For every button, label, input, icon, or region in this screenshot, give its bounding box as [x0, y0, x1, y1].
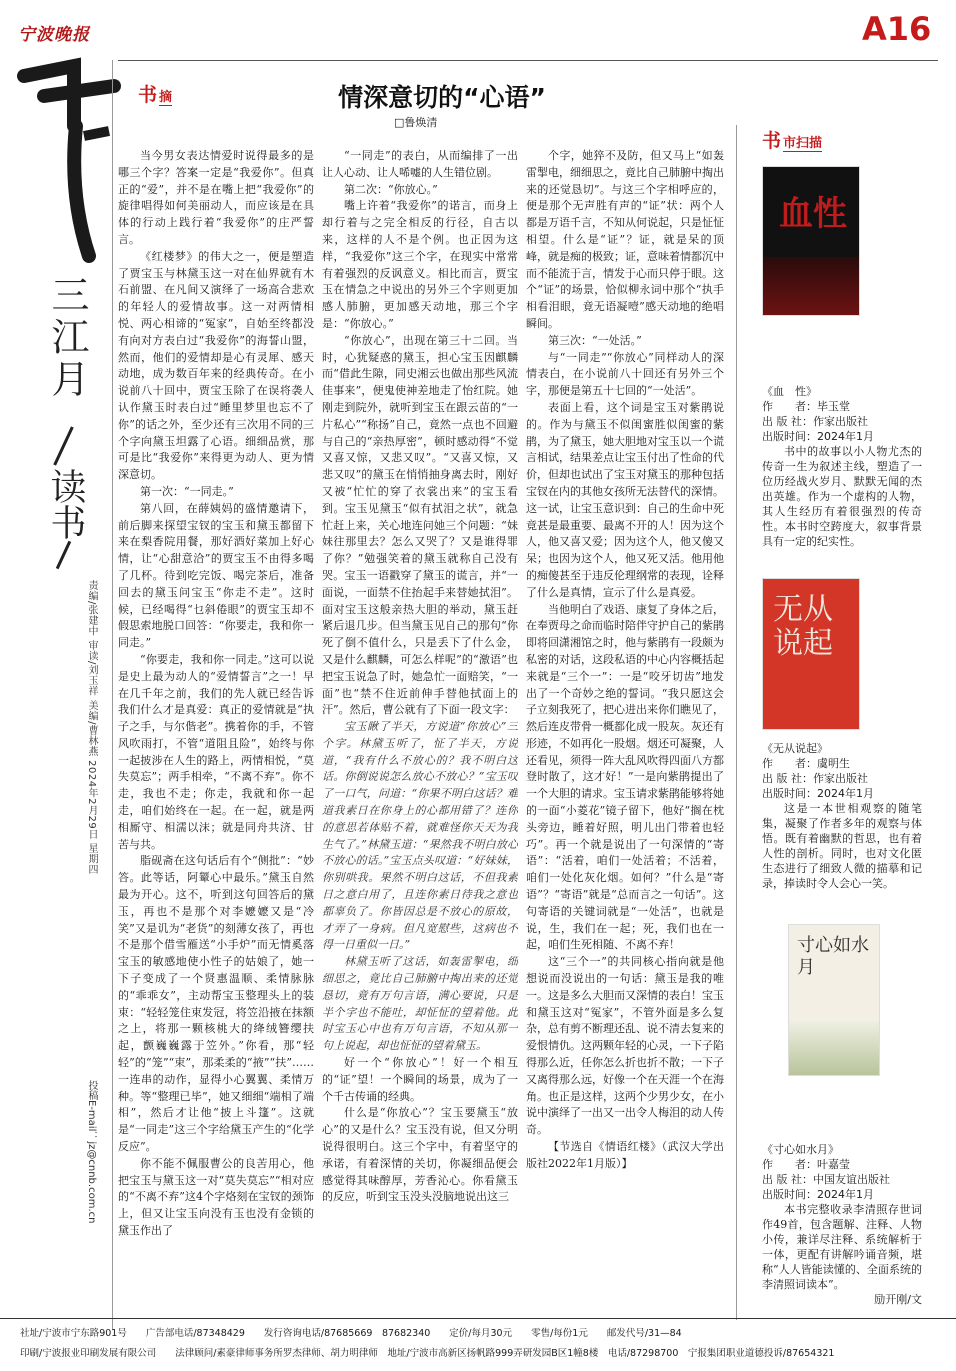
book-publisher: 出 版 社：中国友谊出版社: [762, 1173, 890, 1186]
article-paragraph: 什么是“你放心”？宝玉要黛玉“放心”的又是什么？宝玉没有说，但又分明说得很明白。这三个字中，有着坚守的承诺，有着深情的关切，你凝细品便会感觉得其味醇厚，芳香沁心。你看黛玉的反应，听到宝玉没头没脑地说出这三: [322, 1106, 518, 1204]
book-cover-title: 寸心如水月: [797, 935, 869, 978]
slash-divider: [56, 541, 71, 569]
book-cover-3: [788, 924, 880, 1076]
article-paragraph: 嘴上许着“我爱你”的诺言，而身上却行着与之完全相反的行径，自古以来，这样的人不是个例。也正因为这样，“我爱你”这三个字，在现实中常常有着强烈的反讽意义。相比而言，贾宝玉在情急之中说出的另外三个字则更加感人肺腑，更加感天动地，那三个字是：“你放心。”: [322, 199, 518, 330]
article-paragraph: 第八回，在薛姨妈的盛情邀请下，前后脚来探望宝钗的宝玉和黛玉都留下来在梨香院用餐，那好酒好菜加上好心情，让“心甜意洽”的贾宝玉不由得多喝了几杯。待到吃完饭、喝完茶后，准备回去的黛玉问宝玉“你走不走”。这时候，已经喝得“乜斜倦眼”的贾宝玉却不假思索地脱口回答：“你要走，我和你一同走。”: [118, 501, 314, 650]
article-paragraph: “一同走”的表白，从而编排了一出让人心动、让人唏嘘的人生错位剧。: [322, 149, 518, 179]
article-paragraph: 这“三个一”的共同核心指向就是他想说而没说出的一句话：黛玉是我的唯一。这是多么大胆而又深情的表白！宝玉和黛玉这对“冤家”，不管外面是多么复杂，总有剪不断理还乱、说不清去复来的爱恨情仇。这两颗年轻的心灵，一下子陷得那么近，任你怎么折也折不散；一下子又离得那么远，好像一个在天涯一个在海角。也正是这样，这两个少男少女，在小说中演绎了一出又一出令人梅泪的动人传奇。: [526, 955, 724, 1137]
article-paragraph: 好一个“你放心”！好一个相互的“证”望！一个瞬间的场景，成为了一个千古传诵的经典。: [322, 1056, 518, 1103]
book-description: 本书完整收录李清照存世词作49首，包含题解、注释、人物小传，兼详尽注释、系统解析于一体，更配有讲解吟诵音频，堪称“人人皆能读懂的、全面系统的李清照词读本”。: [762, 1203, 922, 1291]
article-paragraph: 宝玉瞅了半天，方说道“你放心”三个字。林黛玉听了，怔了半天，方说道，“我有什么不放心的？我不明白这话。你倒说说怎么放心不放心？”宝玉叹了一口气，问道：“你果不明白这话？难道我素日在你身上的心都用错了？连你的意思若体贴不着，就难怪你天天为我生气了。”林黛玉道：“果然我不明白放心不放心的话。”宝玉点头叹道：“好妹妹，你别哄我。果然不明白这话，不但我素日之意白用了，且连你素日待我之意也都辜负了。你皆因总是不放心的原故，才弄了一身病。但凡宽慰些，这病也不得一日重似一日。”: [322, 720, 518, 952]
article-paragraph: “你放心”，出现在第三十二回。当时，心犹疑惑的黛玉，担心宝玉因麒麟而“借此生隙，同史湘云也做出那些风流佳事来”，便鬼使神差地走了怡红院。她刚走到院外，就听到宝玉在跟云苗的“一片私心”“称扬”自己，竟然一点也不回避与自己的“亲热厚密”，顿时感动得“不觉又喜又惊，又悲又叹”。“又喜又惊，又悲又叹”的黛玉在悄悄抽身离去时，刚好又被“忙忙的穿了衣裳出来”的宝玉看到。宝玉见黛玉“似有拭泪之状”，就急忙赶上来，关心地连问她三个问题：“妹妹往那里去？怎么又哭了？又是谁得罪了你？”勉强笑着的黛玉就称自己没有哭。宝玉一语戳穿了黛玉的谎言，并“一面说，一面禁不住抬起手来替她拭泪”。面对宝玉这般亲热大胆的举动，黛玉赶紧后退几步。但当黛玉见自己的那句“你死了倒不值什么，只是丢下了什么金，又是什么麒麟，可怎么样呢”的“激语”也把宝玉说急了时，她急忙一面赔笑，“一面”也“禁不住近前伸手替他拭面上的汗”。然后，曹公就有了下面一段文字：: [322, 333, 518, 717]
article-paragraph: 第一次：“一同走。”: [140, 484, 234, 498]
column-divider: [112, 60, 113, 1330]
book-title: 《血 性》: [762, 385, 817, 398]
page-number: A16: [862, 10, 932, 48]
article-paragraph: 个字，她猝不及防，但又马上“如轰雷掣电，细细思之，竟比自己肺腑中掏出来的还觉恳切”。与这三个字相呼应的，便是那个无声胜有声的“证”状：两个人都是万语千言，不知从何说起，只是怔怔相望。什么是“证”？证，就是呆的顶峰，就是痴的极致；证，意味着情都沉中而不能流于言，情发于心而只停于眼。这个“证”的场景，恰似柳永词中那个“执手相看泪眼，竟无语凝噎”感天动地的绝唱瞬间。: [526, 149, 724, 330]
article-paragraph: 第三次：“一处活。”: [548, 333, 642, 347]
top-rule: [118, 60, 938, 61]
footer-line-1: 社址/宁波市宁东路901号 广告部电话/87348429 发行咨询电话/87685669 87682340 定价/每月30元 零售/每份1元 邮发代号/31—84: [20, 1328, 682, 1339]
book-description: 书中的故事以小人物尤杰的传奇一生为叙述主线，塑造了一位历经战火岁月、默默无闻的杰出英雄。作为一个虚构的人物，其人生经历有着很强烈的传奇性。本书时空跨度大，叙事背景具有一定的纪实性。: [762, 445, 922, 548]
article-column-2: [322, 148, 518, 1308]
slash-divider: [53, 426, 73, 465]
article-paragraph: 与“一同走”“你放心”同样动人的深情表白，在小说前八十回还有另外三个字，那便是第五十七回的“一处活”。: [526, 350, 724, 398]
tag-small: 摘: [159, 90, 173, 105]
article-paragraph: 脂砚斋在这句话后有个“侧批”：“妙答。此等话，阿颦心中最乐。”黛玉自然最为开心。这不，听到这句回答后的黛玉，再也不是那个对李嬷嬷又是“冷笑”又是讥为“老货”的刻薄女孩了，再也不是那个借雪雁送“小手炉”而无情奚落宝玉的敏感地使小性子的姑娘了，她一下子变成了一个贤惠温顺、柔情脉脉的“乖乖女”，主动帮宝玉整理头上的装束：“轻轻笼住束发冠，将笠沿掖在抹额之上，将那一颗核桃大的绛绒簪缨扶起，颤巍巍露于笠外。”你看，那“轻轻”的“笼”“束”，那柔柔的“掖”“扶”……一连串的动作，显得小心翼翼、柔情万种。等“整理已毕”，她又细细“端相了端相”，然后才让他“披上斗篷”。这就是“一同走”这三个字给黛玉产生的“化学反应”。: [118, 854, 314, 1154]
article-title: 情深意切的“心语”: [338, 83, 546, 112]
article-paragraph: “你要走，我和你一同走。”这可以说是史上最为动人的“爱情誓言”之一！早在几千年之前，我们的先人就已经告诉我们什么才是真爱：真正的爱情就是“执子之手，与尔偕老”。携着你的手，不管风吹雨打，不管“道阻且险”，始终与你一起披涉在人生的路上，两情相悦，“莫失莫忘”；两手相牵，“不离不弃”。你不走，我也不走；你走，我就和你一起走，咱们始终在一起。在一起，就是两相厮守、相濡以沫；就是同舟共济、甘苦与共。: [118, 652, 314, 851]
book-info-2: [762, 741, 922, 891]
book-cover-2: [762, 578, 860, 730]
submission-email: 投稿E-mail：jz@cnnb.com.cn: [86, 1080, 97, 1224]
book-description: 这是一本世相观察的随笔集，凝聚了作者多年的观察与体悟。既有着幽默的哲思，也有着人性的剖析。同时，也对文化匿生态进行了细致人微的描摹和记录，捧读时令人会心一笑。: [762, 802, 922, 890]
section-tag: [138, 80, 172, 107]
article-paragraph: 【节选自《情语红楼》（武汉大学出版社2022年1月版）】: [526, 1140, 724, 1170]
book-cover-title: 无从说起: [773, 592, 833, 661]
article-paragraph: 表面上看，这个词是宝玉对紫鹃说的。作为与黛玉不似闺蜜胜似闺蜜的紫鹃，为了黛玉，她大胆地对宝玉以一个谎言相试，结果差点让宝玉付出了性命的代价，但却也试出了宝玉对黛玉的那种包括宝钗在内的其他女孩所无法替代的深情。这一试，让宝玉意识到：自己的生命中死竟甚是最重要、最离不开的人！因为这个人，他又喜又爱；因为这个人，他又傻又呆；也因为这个人，他又死又活。他用他的痴傻甚至于违反伦理纲常的表现，诠释了什么是真情，宣示了什么是真爱。: [526, 400, 724, 599]
tag-small: 市扫描: [783, 136, 823, 151]
book-cover-title: 血性: [779, 194, 847, 234]
article-column-3: [526, 148, 724, 1308]
masthead-logo: 宁波晚报: [18, 25, 90, 45]
article-paragraph: 当今男女表达情爱时说得最多的是哪三个字？答案一定是“我爱你”。但真正的“爱”，并不是在嘴上把“我爱你”的旋律唱得如何美丽动人，而应该是在具体的行动上践行着“我爱你”的庄严誓言。: [118, 149, 314, 246]
page-footer: [0, 1318, 956, 1371]
section-title-vertical: 三江月: [45, 275, 89, 401]
book-info-1: [762, 384, 922, 549]
section-calligraphy-icon: [14, 56, 124, 266]
book-date: 出版时间：2024年1月: [762, 1188, 874, 1201]
sidebar-tag: [762, 126, 822, 153]
book-publisher: 出 版 社：作家出版社: [762, 415, 868, 428]
article-paragraph: 《红楼梦》的伟大之一，便是塑造了贾宝玉与林黛玉这一对在仙界就有木石前盟、在凡间又演绎了一场高合悲欢的年轻人的爱情故事。这一对两情相悦、两心相谛的“冤家”，自始至终都没有向对方表白过“我爱你”的海誓山盟，然而，他们的爱情却是心有灵犀、感天动地，成为数百年来的经典传奇。在小说前八十回中，贾宝玉除了在误将袭人认作黛玉时表白过“睡里梦里也忘不了你”的话之外，至少还有三次用不同的三个字向黛玉坦露了心语。细细品赏，那可是比“我爱你”来得更为动人、更为情深意切。: [118, 249, 314, 482]
sidebar-divider: [736, 125, 737, 1320]
article-author: □鲁焕清: [394, 116, 438, 129]
article-paragraph: 林黛玉听了这话，如轰雷掣电，细细思之，竟比自己肺腑中掏出来的还觉恳切，竟有万句言语，满心要说，只是半个字也不能吐，却怔怔的望着他。此时宝玉心中也有万句言语，不知从那一句上说起，却也怔怔的望着黛玉。: [322, 955, 518, 1053]
book-date: 出版时间：2024年1月: [762, 787, 874, 800]
article-paragraph: 第二次：“你放心。”: [344, 182, 438, 196]
editor-credits: 责编/张建中 审读/刘玉祥 美编/曹林燕 2024年2月29日 星期四: [86, 580, 97, 875]
book-cover-1: [762, 166, 860, 316]
article-paragraph: 当他明白了戏语、康复了身体之后，在奉贾母之命而临时陪伴守护自己的紫鹃即将回潇湘馆之时，他与紫鹃有一段颇为私密的对话，这段私语的中心内容概括起来就是“三个一”：一是“咬牙切齿”地发出了一个奇妙之绝的誓词。“我只愿这会子立刻我死了，把心进出来你们瞧见了，然后连皮带骨一概都化成一股灰。灰还有形迹，不如再化一股烟。烟还可凝聚，人还看见，须得一阵大乱风吹得四面八方都登时散了，这才好！”一是向紫鹃提出了一个大胆的请求。宝玉请求紫鹃能够将她的一面“小菱花”镜子留下，他好“搁在枕头旁边，睡着好照，明儿出门带着也轻巧”。再一个就是说出了一句深情的“寄语”：“活着，咱们一处活着；不活着，咱们一处化灰化烟。如何？”什么是“寄语”？“寄语”就是“总而言之一句话”。这句寄语的关键词就是“一处活”，也就是说，生，我们在一起；死，我们也在一起，咱们生死相随、不离不弃！: [526, 602, 724, 952]
section-sub-vertical: 读书: [45, 468, 86, 540]
sidebar-signature: 励开刚/文: [874, 1293, 922, 1306]
article-column-1: [118, 148, 314, 1308]
tag-main: 书: [138, 84, 158, 106]
book-title: 《寸心如水月》: [762, 1143, 839, 1156]
book-publisher: 出 版 社：作家出版社: [762, 772, 868, 785]
tag-main: 书: [762, 130, 782, 152]
cover-art: [763, 257, 859, 315]
book-date: 出版时间：2024年1月: [762, 430, 874, 443]
book-title: 《无从说起》: [762, 742, 828, 755]
book-author: 作 者：叶嘉莹: [762, 1158, 850, 1171]
book-author: 作 者：虞明生: [762, 757, 850, 770]
book-info-3: [762, 1142, 922, 1307]
footer-line-2: 印刷/宁波报业印刷发展有限公司 法律顾问/素豪律师事务所罗杰律师、胡力明律师 地址/宁波市高新区扬帆路999弄研发园B区1幢8楼 电话/87298700 宁报集团职业道德投诉/87654321: [20, 1348, 835, 1359]
cover-art: [789, 1021, 879, 1075]
book-author: 作 者：毕玉堂: [762, 400, 850, 413]
article-paragraph: 你不能不佩服曹公的良苦用心，他把宝玉与黛玉这一对“莫失莫忘”“相对应的“不离不弃”这4个字烙刻在宝钗的颈饰上，但又让宝玉向没有玉也没有金锁的黛玉作出了: [118, 1156, 314, 1237]
